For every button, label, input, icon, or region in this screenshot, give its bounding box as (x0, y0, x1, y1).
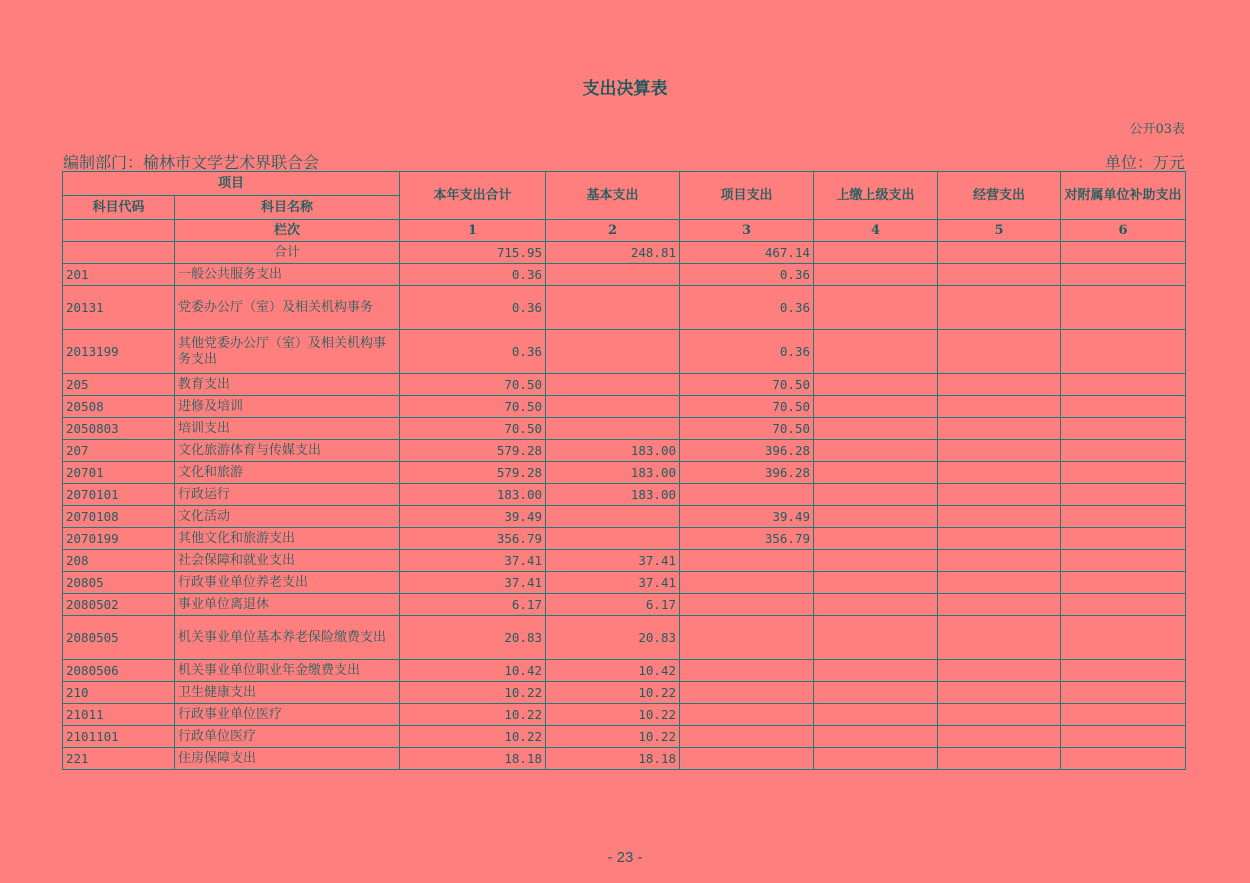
row-upper (814, 550, 938, 572)
row-upper (814, 572, 938, 594)
row-code: 201 (63, 264, 175, 286)
row-project (680, 550, 814, 572)
row-subsidy (1061, 572, 1186, 594)
row-basic (546, 374, 680, 396)
row-basic: 18.18 (546, 748, 680, 770)
row-upper (814, 528, 938, 550)
row-total: 10.42 (400, 660, 546, 682)
row-code: 221 (63, 748, 175, 770)
table-row (63, 330, 1186, 374)
row-basic: 10.22 (546, 704, 680, 726)
row-name: 行政事业单位医疗 (175, 704, 400, 726)
row-total: 18.18 (400, 748, 546, 770)
row-code: 208 (63, 550, 175, 572)
row-upper (814, 286, 938, 330)
row-project (680, 484, 814, 506)
table-row (63, 440, 1186, 462)
row-upper (814, 660, 938, 682)
table-row (63, 396, 1186, 418)
row-operating (938, 330, 1061, 374)
row-total: 70.50 (400, 418, 546, 440)
row-code: 2101101 (63, 726, 175, 748)
row-total: 356.79 (400, 528, 546, 550)
row-basic (546, 264, 680, 286)
row-upper (814, 594, 938, 616)
col-index-3: 3 (680, 220, 814, 242)
row-total: 6.17 (400, 594, 546, 616)
row-operating (938, 572, 1061, 594)
row-name: 事业单位离退休 (175, 594, 400, 616)
page-title: 支出决算表 (582, 79, 668, 99)
row-name: 文化和旅游 (175, 462, 400, 484)
row-basic: 10.22 (546, 682, 680, 704)
row-name: 党委办公厅（室）及相关机构事务 (175, 286, 400, 330)
row-upper (814, 440, 938, 462)
row-code: 20805 (63, 572, 175, 594)
row-upper (814, 616, 938, 660)
row-subsidy (1061, 330, 1186, 374)
header-code: 科目代码 (63, 196, 175, 220)
row-subsidy (1061, 726, 1186, 748)
row-upper (814, 396, 938, 418)
row-name: 社会保障和就业支出 (175, 550, 400, 572)
row-name: 进修及培训 (175, 396, 400, 418)
row-name: 卫生健康支出 (175, 682, 400, 704)
table-row (63, 506, 1186, 528)
row-total: 0.36 (400, 264, 546, 286)
row-code: 2013199 (63, 330, 175, 374)
row-basic (546, 286, 680, 330)
row-code: 2080506 (63, 660, 175, 682)
row-project: 0.36 (680, 330, 814, 374)
row-project (680, 616, 814, 660)
row-name: 其他党委办公厅（室）及相关机构事务支出 (175, 330, 400, 374)
row-operating (938, 660, 1061, 682)
row-code: 2080502 (63, 594, 175, 616)
row-total: 37.41 (400, 572, 546, 594)
row-operating (938, 506, 1061, 528)
row-upper (814, 242, 938, 264)
row-total: 579.28 (400, 440, 546, 462)
row-code: 20131 (63, 286, 175, 330)
row-project: 396.28 (680, 462, 814, 484)
header-name: 科目名称 (175, 196, 400, 220)
table-row (63, 726, 1186, 748)
row-subsidy (1061, 264, 1186, 286)
table-row (63, 616, 1186, 660)
row-operating (938, 704, 1061, 726)
col-index-5: 5 (938, 220, 1061, 242)
table-row (63, 374, 1186, 396)
header-upper: 上缴上级支出 (814, 172, 938, 220)
row-subsidy (1061, 748, 1186, 770)
row-name: 教育支出 (175, 374, 400, 396)
row-basic: 248.81 (546, 242, 680, 264)
row-operating (938, 726, 1061, 748)
row-project (680, 748, 814, 770)
row-subsidy (1061, 616, 1186, 660)
row-subsidy (1061, 660, 1186, 682)
row-project (680, 660, 814, 682)
row-subsidy (1061, 484, 1186, 506)
row-operating (938, 440, 1061, 462)
department-label: 编制部门：榆林市文学艺术界联合会 (63, 153, 320, 172)
row-project (680, 572, 814, 594)
row-total: 70.50 (400, 396, 546, 418)
row-upper (814, 264, 938, 286)
row-subsidy (1061, 594, 1186, 616)
header-basic: 基本支出 (546, 172, 680, 220)
row-upper (814, 484, 938, 506)
row-total: 0.36 (400, 330, 546, 374)
row-project: 70.50 (680, 418, 814, 440)
row-upper (814, 704, 938, 726)
row-operating (938, 682, 1061, 704)
header-project-exp: 项目支出 (680, 172, 814, 220)
row-subsidy (1061, 462, 1186, 484)
row-name: 机关事业单位基本养老保险缴费支出 (175, 616, 400, 660)
col-index-4: 4 (814, 220, 938, 242)
table-row (63, 704, 1186, 726)
row-name: 住房保障支出 (175, 748, 400, 770)
row-operating (938, 528, 1061, 550)
header-total: 本年支出合计 (400, 172, 546, 220)
row-operating (938, 286, 1061, 330)
header-lanci: 栏次 (175, 220, 400, 242)
row-total: 10.22 (400, 682, 546, 704)
row-name: 行政事业单位养老支出 (175, 572, 400, 594)
row-basic: 10.22 (546, 726, 680, 748)
row-upper (814, 374, 938, 396)
row-name: 一般公共服务支出 (175, 264, 400, 286)
row-name: 行政运行 (175, 484, 400, 506)
row-basic (546, 418, 680, 440)
row-total: 715.95 (400, 242, 546, 264)
table-row (63, 660, 1186, 682)
row-upper (814, 462, 938, 484)
row-project: 70.50 (680, 396, 814, 418)
row-name: 培训支出 (175, 418, 400, 440)
row-operating (938, 374, 1061, 396)
row-project (680, 682, 814, 704)
row-total: 0.36 (400, 286, 546, 330)
row-subsidy (1061, 682, 1186, 704)
table-row (63, 550, 1186, 572)
row-project: 0.36 (680, 286, 814, 330)
row-upper (814, 748, 938, 770)
header-project: 项目 (63, 172, 400, 196)
row-subsidy (1061, 374, 1186, 396)
row-project: 467.14 (680, 242, 814, 264)
page-number: - 23 - (607, 849, 643, 866)
row-code: 2070101 (63, 484, 175, 506)
row-total: 70.50 (400, 374, 546, 396)
table-row (63, 264, 1186, 286)
row-subsidy (1061, 528, 1186, 550)
table-row (63, 286, 1186, 330)
row-subsidy (1061, 704, 1186, 726)
row-code: 21011 (63, 704, 175, 726)
row-project (680, 726, 814, 748)
row-basic: 183.00 (546, 440, 680, 462)
row-basic (546, 528, 680, 550)
row-basic: 183.00 (546, 484, 680, 506)
table-row (63, 528, 1186, 550)
row-operating (938, 462, 1061, 484)
row-operating (938, 550, 1061, 572)
row-code: 20508 (63, 396, 175, 418)
row-basic: 183.00 (546, 462, 680, 484)
table-row (63, 748, 1186, 770)
col-index-6: 6 (1061, 220, 1186, 242)
row-total: 579.28 (400, 462, 546, 484)
row-name: 行政单位医疗 (175, 726, 400, 748)
row-basic: 37.41 (546, 550, 680, 572)
table-row (63, 418, 1186, 440)
row-operating (938, 748, 1061, 770)
row-operating (938, 594, 1061, 616)
table-row (63, 242, 1186, 264)
row-code: 2080505 (63, 616, 175, 660)
row-basic (546, 330, 680, 374)
row-operating (938, 484, 1061, 506)
table-row (63, 484, 1186, 506)
row-project (680, 704, 814, 726)
unit-label: 单位：万元 (1104, 153, 1185, 172)
row-subsidy (1061, 418, 1186, 440)
row-upper (814, 330, 938, 374)
row-total: 183.00 (400, 484, 546, 506)
row-code: 20701 (63, 462, 175, 484)
row-upper (814, 506, 938, 528)
row-total: 10.22 (400, 726, 546, 748)
form-number: 公开03表 (1129, 122, 1185, 137)
table-row (63, 572, 1186, 594)
row-project: 396.28 (680, 440, 814, 462)
row-project (680, 594, 814, 616)
row-name: 其他文化和旅游支出 (175, 528, 400, 550)
row-code (63, 242, 175, 264)
table-row (63, 594, 1186, 616)
row-total: 10.22 (400, 704, 546, 726)
col-index-1: 1 (400, 220, 546, 242)
row-project: 39.49 (680, 506, 814, 528)
table-row (63, 462, 1186, 484)
row-basic (546, 396, 680, 418)
expenditure-table (62, 171, 1186, 770)
row-code: 210 (63, 682, 175, 704)
row-code: 2070199 (63, 528, 175, 550)
row-subsidy (1061, 396, 1186, 418)
row-name: 文化活动 (175, 506, 400, 528)
row-operating (938, 418, 1061, 440)
col-index-2: 2 (546, 220, 680, 242)
row-name: 合计 (175, 242, 400, 264)
header-subsidy: 对附属单位补助支出 (1061, 172, 1186, 220)
row-subsidy (1061, 242, 1186, 264)
row-upper (814, 418, 938, 440)
row-project: 70.50 (680, 374, 814, 396)
row-basic: 10.42 (546, 660, 680, 682)
row-subsidy (1061, 506, 1186, 528)
row-total: 39.49 (400, 506, 546, 528)
row-code: 2070108 (63, 506, 175, 528)
row-subsidy (1061, 286, 1186, 330)
row-total: 20.83 (400, 616, 546, 660)
row-upper (814, 682, 938, 704)
row-code: 205 (63, 374, 175, 396)
row-name: 机关事业单位职业年金缴费支出 (175, 660, 400, 682)
row-project: 0.36 (680, 264, 814, 286)
row-subsidy (1061, 550, 1186, 572)
row-basic (546, 506, 680, 528)
row-basic: 37.41 (546, 572, 680, 594)
row-operating (938, 242, 1061, 264)
row-total: 37.41 (400, 550, 546, 572)
row-project: 356.79 (680, 528, 814, 550)
row-basic: 6.17 (546, 594, 680, 616)
header-operating: 经营支出 (938, 172, 1061, 220)
row-code: 207 (63, 440, 175, 462)
table-row (63, 682, 1186, 704)
lanci-empty (63, 220, 175, 242)
row-operating (938, 264, 1061, 286)
row-operating (938, 616, 1061, 660)
row-basic: 20.83 (546, 616, 680, 660)
row-name: 文化旅游体育与传媒支出 (175, 440, 400, 462)
row-operating (938, 396, 1061, 418)
row-code: 2050803 (63, 418, 175, 440)
row-subsidy (1061, 440, 1186, 462)
row-upper (814, 726, 938, 748)
